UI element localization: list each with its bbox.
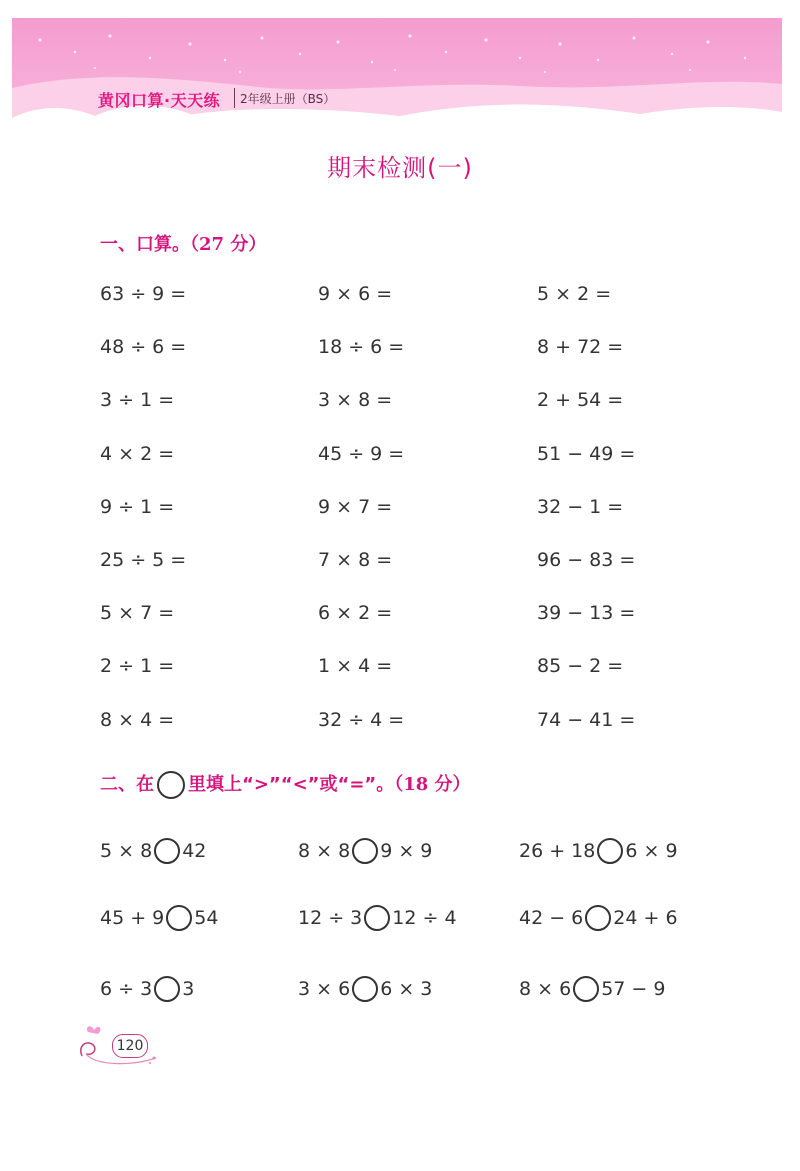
calc-problem: 9 × 7 =	[318, 495, 393, 518]
calc-problem: 5 × 2 =	[537, 283, 612, 305]
compare-item	[519, 905, 678, 931]
compare-item	[298, 838, 432, 864]
section1-points: （27 分）	[190, 234, 267, 255]
compare-right: 6 × 9	[625, 840, 678, 862]
calc-problem: 1 × 4 =	[318, 655, 393, 678]
answer-circle[interactable]	[585, 905, 611, 931]
compare-left: 6 ÷ 3	[100, 978, 153, 1000]
compare-left: 45 + 9	[100, 907, 165, 929]
compare-right: 24 + 6	[613, 907, 678, 929]
compare-left: 12 ÷ 3	[298, 907, 363, 929]
calc-problem: 96 − 83 =	[537, 549, 636, 571]
calc-problem: 63 ÷ 9 =	[100, 283, 187, 305]
calc-problem: 2 ÷ 1 =	[100, 655, 175, 678]
compare-right: 12 ÷ 4	[392, 907, 457, 929]
compare-left: 5 × 8	[100, 840, 153, 862]
compare-item	[100, 976, 194, 1002]
calc-problem: 45 ÷ 9 =	[318, 442, 405, 465]
answer-circle[interactable]	[166, 905, 192, 931]
calc-problem: 85 − 2 =	[537, 655, 624, 678]
calc-problem: 2 + 54 =	[537, 389, 624, 412]
section2-heading-text-b: 里填上“>”“<”或“=”。	[188, 774, 395, 795]
brand-divider	[234, 88, 235, 108]
answer-circle[interactable]	[154, 838, 180, 864]
compare-item	[298, 905, 457, 931]
calc-problem: 4 × 2 =	[100, 442, 175, 465]
compare-left: 26 + 18	[519, 840, 596, 862]
calc-problem: 9 × 6 =	[318, 283, 393, 305]
answer-circle[interactable]	[154, 976, 180, 1002]
header-banner	[0, 0, 800, 140]
compare-right: 9 × 9	[380, 840, 433, 862]
calc-problem: 25 ÷ 5 =	[100, 549, 187, 571]
section1-heading-text: 一、口算。	[100, 234, 190, 255]
compare-right: 57 − 9	[601, 978, 666, 1000]
section2-points: （18 分）	[394, 774, 471, 795]
calc-problem: 74 − 41 =	[537, 708, 636, 731]
section1-heading	[100, 230, 266, 256]
compare-right: 3	[182, 978, 195, 1000]
calc-problem: 8 × 4 =	[100, 708, 175, 731]
compare-right: 42	[182, 840, 207, 862]
page-title: 期末检测(一)	[327, 154, 473, 182]
calc-problem: 8 + 72 =	[537, 336, 624, 359]
answer-circle[interactable]	[352, 838, 378, 864]
brand-title: 黄冈口算·天天练	[98, 91, 221, 110]
compare-item	[519, 976, 665, 1002]
calc-problem: 7 × 8 =	[318, 549, 393, 571]
calc-problem: 18 ÷ 6 =	[318, 336, 405, 359]
compare-right: 54	[194, 907, 219, 929]
compare-item	[100, 838, 206, 864]
compare-left: 8 × 6	[519, 978, 572, 1000]
calc-problem: 9 ÷ 1 =	[100, 495, 175, 518]
calc-problem: 5 × 7 =	[100, 602, 175, 625]
calc-problem: 32 ÷ 4 =	[318, 708, 405, 731]
answer-circle[interactable]	[364, 905, 390, 931]
circle-icon	[157, 771, 185, 799]
calc-problem: 39 − 13 =	[537, 602, 636, 625]
compare-item	[298, 976, 432, 1002]
calc-problem: 3 ÷ 1 =	[100, 389, 175, 412]
section2-heading-text-a: 二、在	[100, 774, 154, 795]
calc-problem: 48 ÷ 6 =	[100, 336, 187, 359]
compare-right: 6 × 3	[380, 978, 433, 1000]
calc-problem: 32 − 1 =	[537, 495, 624, 518]
answer-circle[interactable]	[573, 976, 599, 1002]
compare-item	[519, 838, 678, 864]
answer-circle[interactable]	[597, 838, 623, 864]
calc-problem: 51 − 49 =	[537, 442, 636, 465]
grade-label: 2年级上册（BS）	[240, 92, 336, 106]
compare-left: 8 × 8	[298, 840, 351, 862]
page-number: 120	[112, 1034, 148, 1058]
answer-circle[interactable]	[352, 976, 378, 1002]
section2-heading	[100, 770, 471, 799]
compare-left: 42 − 6	[519, 907, 584, 929]
calc-problem: 3 × 8 =	[318, 389, 393, 412]
calc-problem: 6 × 2 =	[318, 602, 393, 625]
compare-item	[100, 905, 218, 931]
compare-left: 3 × 6	[298, 978, 351, 1000]
